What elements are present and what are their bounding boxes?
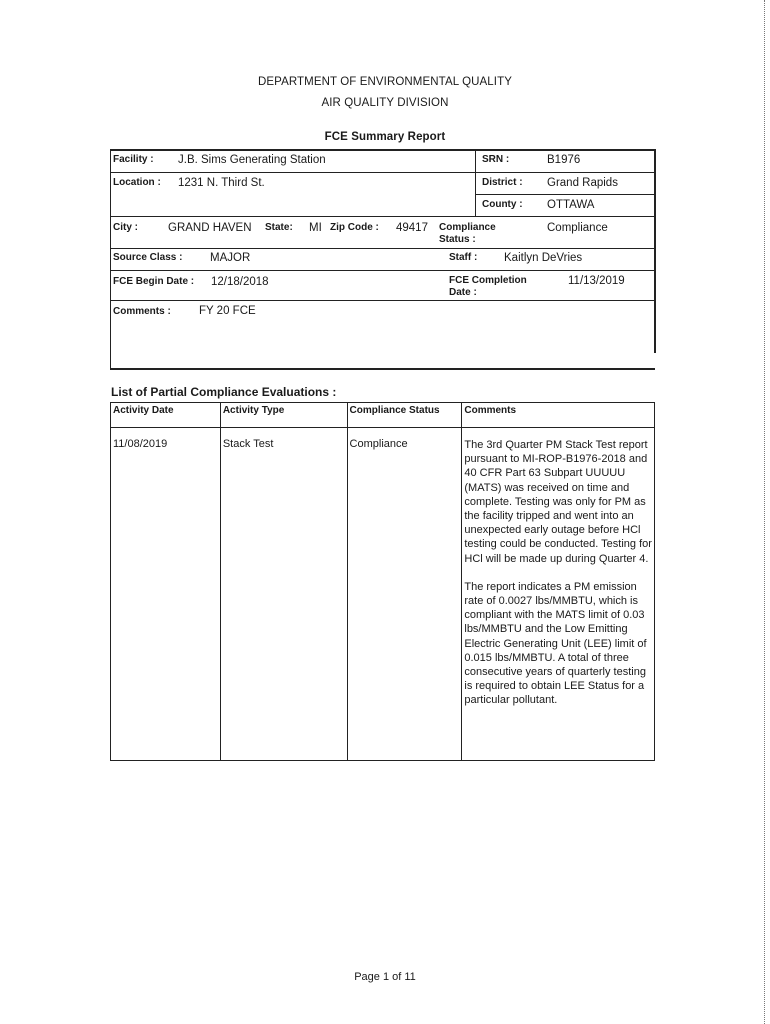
facility-value: J.B. Sims Generating Station xyxy=(178,154,326,166)
zip-label: Zip Code : xyxy=(330,222,379,233)
srn-value: B1976 xyxy=(547,154,581,166)
column-header-activity-date: Activity Date xyxy=(111,403,221,428)
fce-completion-label: FCE Completion xyxy=(449,275,527,286)
state-label: State: xyxy=(265,222,293,233)
comments-label: Comments : xyxy=(113,306,171,317)
division-heading: AIR QUALITY DIVISION xyxy=(321,97,449,109)
county-value: OTTAWA xyxy=(547,199,595,211)
comments-value: FY 20 FCE xyxy=(199,305,256,317)
department-heading: DEPARTMENT OF ENVIRONMENTAL QUALITY xyxy=(258,76,512,88)
pce-heading: List of Partial Compliance Evaluations : xyxy=(111,385,337,399)
rule xyxy=(110,270,655,271)
compliance-status-label-2: Status : xyxy=(439,234,476,245)
city-label: City : xyxy=(113,222,138,233)
rule xyxy=(110,300,655,301)
summary-inner-divider xyxy=(475,149,476,216)
rule xyxy=(110,216,655,217)
rule xyxy=(110,248,655,249)
comment-paragraph: The report indicates a PM emission rate of 0.0027 lbs/MMBTU, which is compliant with the MATS limit of 0.03 lbs/MMBTU and the Low Emitting Electric Generating Unit (LEE) limit of 0.015 lbs/MMBTU. A total of three consecutive years of quarterly testing is required to obtain LEE Status for a particular pollutant. xyxy=(464,580,647,707)
rule xyxy=(110,172,655,173)
summary-right-border xyxy=(654,149,656,353)
location-value: 1231 N. Third St. xyxy=(178,177,265,189)
activity-date-cell: 11/08/2019 xyxy=(111,428,221,761)
page-number: Page 1 of 11 xyxy=(354,971,416,983)
compliance-status-label: Compliance xyxy=(439,222,496,233)
source-class-label: Source Class : xyxy=(113,252,183,263)
state-value: MI xyxy=(309,222,322,234)
summary-left-border xyxy=(110,149,111,369)
compliance-status-value: Compliance xyxy=(547,222,608,234)
column-header-comments: Comments xyxy=(462,403,655,428)
activity-type-cell: Stack Test xyxy=(220,428,347,761)
compliance-status-cell: Compliance xyxy=(347,428,462,761)
table-row xyxy=(111,428,655,761)
column-header-activity-type: Activity Type xyxy=(220,403,347,428)
location-label: Location : xyxy=(113,177,161,188)
zip-value: 49417 xyxy=(396,222,428,234)
staff-value: Kaitlyn DeVries xyxy=(504,252,583,264)
column-header-compliance-status: Compliance Status xyxy=(347,403,462,428)
srn-label: SRN : xyxy=(482,154,510,165)
comment-paragraph: The 3rd Quarter PM Stack Test report pursuant to MI-ROP-B1976-2018 and 40 CFR Part 63 Subpart UUUUU (MATS) was received on time and complete. Testing was only for PM as the facility tripped and went into an unexpected early outage before HCl testing could be conducted. Testing for HCl will be made up during Quarter 4. xyxy=(464,439,652,565)
pce-table xyxy=(110,402,655,761)
summary-top-rule xyxy=(110,149,655,151)
source-class-value: MAJOR xyxy=(210,252,251,264)
comments-cell xyxy=(462,428,655,761)
county-label: County : xyxy=(482,199,523,210)
report-title: FCE Summary Report xyxy=(324,131,446,143)
rule xyxy=(475,194,655,195)
table-header-row xyxy=(111,403,655,428)
scan-edge-line xyxy=(764,0,765,1024)
facility-label: Facility : xyxy=(113,154,154,165)
summary-bottom-rule xyxy=(110,368,655,370)
district-label: District : xyxy=(482,177,523,188)
staff-label: Staff : xyxy=(449,252,478,263)
fce-completion-value: 11/13/2019 xyxy=(568,275,625,287)
district-value: Grand Rapids xyxy=(547,177,618,189)
fce-begin-label: FCE Begin Date : xyxy=(113,276,195,287)
city-value: GRAND HAVEN xyxy=(168,222,252,234)
fce-completion-label-2: Date : xyxy=(449,287,477,298)
fce-begin-value: 12/18/2018 xyxy=(211,276,269,288)
